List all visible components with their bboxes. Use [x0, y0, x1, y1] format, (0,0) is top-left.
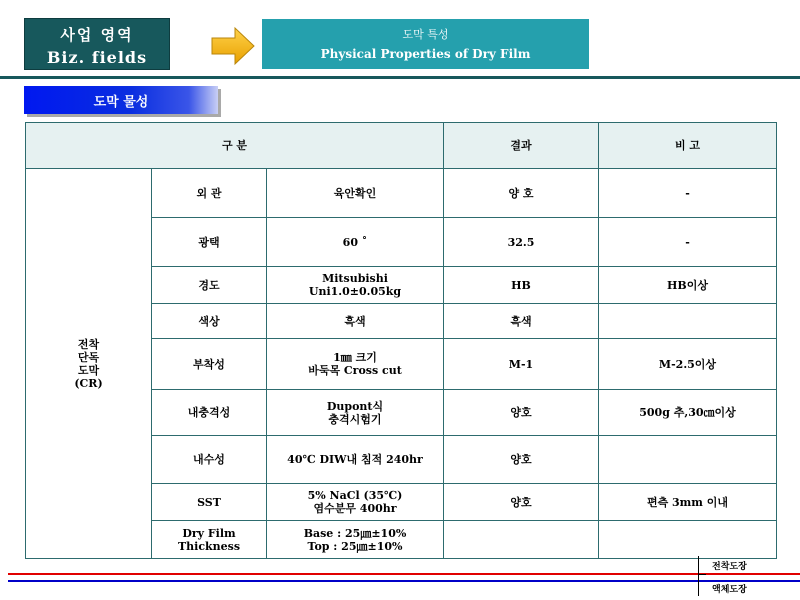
item-cell: 광택	[152, 218, 267, 267]
legend-bracket	[698, 556, 699, 596]
biz-fields-box	[24, 18, 170, 70]
item-cell: 부착성	[152, 339, 267, 390]
remark-cell: 편측 3mm 이내	[599, 484, 777, 521]
item-cell: SST	[152, 484, 267, 521]
condition-cell	[267, 267, 444, 304]
properties-table	[25, 122, 777, 559]
table-header-row	[26, 123, 777, 169]
condition-line: Base : 25㎛±10%	[303, 526, 407, 540]
item-cell: 내수성	[152, 436, 267, 484]
group-label-line: 전착	[77, 337, 100, 351]
header-category: 구 분	[26, 123, 444, 169]
condition-line: Uni1.0±0.05kg	[308, 285, 402, 298]
header-divider	[0, 76, 800, 79]
condition-cell: 60 ˚	[267, 218, 444, 267]
result-cell: 32.5	[444, 218, 599, 267]
legend-red-label: 전착도장	[712, 562, 747, 572]
group-label-line: 도막	[77, 363, 100, 377]
item-cell: 내충격성	[152, 390, 267, 436]
result-cell: 흑색	[444, 304, 599, 339]
condition-line: 충격시험기	[328, 412, 382, 426]
arrow-right-icon	[211, 26, 255, 66]
item-cell	[152, 521, 267, 559]
result-cell: 양호	[444, 436, 599, 484]
biz-fields-ko: 사업 영역	[60, 26, 134, 44]
item-line: Thickness	[177, 539, 241, 553]
condition-cell: 40℃ DIW내 침적 240hr	[267, 436, 444, 484]
remark-cell	[599, 521, 777, 559]
remark-cell: M-2.5이상	[599, 339, 777, 390]
condition-cell	[267, 339, 444, 390]
legend-bracket-tick	[698, 574, 706, 575]
condition-cell	[267, 484, 444, 521]
remark-cell: -	[599, 218, 777, 267]
page-title-box	[262, 19, 589, 69]
section-label: 도막 물성	[24, 86, 218, 114]
result-cell: HB	[444, 267, 599, 304]
header-result: 결과	[444, 123, 599, 169]
condition-cell	[267, 521, 444, 559]
condition-line: 1㎜ 크기	[333, 351, 377, 364]
condition-cell: 흑색	[267, 304, 444, 339]
page-title-en: Physical Properties of Dry Film	[320, 47, 531, 61]
result-cell: M-1	[444, 339, 599, 390]
condition-line: Mitsubishi	[322, 272, 388, 285]
condition-line: Top : 25㎛±10%	[307, 539, 403, 553]
legend-blue-line	[8, 580, 800, 582]
remark-cell: 500g 추,30㎝이상	[599, 390, 777, 436]
condition-cell: 육안확인	[267, 169, 444, 218]
item-cell: 색상	[152, 304, 267, 339]
group-label-line: (CR)	[74, 376, 103, 390]
table-row	[26, 169, 777, 218]
remark-cell	[599, 304, 777, 339]
biz-fields-en: Biz. fields	[46, 48, 148, 67]
condition-line: 5% NaCl (35℃)	[307, 489, 403, 502]
condition-line: 바둑목 Cross cut	[308, 364, 402, 377]
result-cell: 양호	[444, 390, 599, 436]
legend-red-line	[8, 573, 800, 575]
remark-cell: HB이상	[599, 267, 777, 304]
page-title-ko: 도막 특성	[402, 28, 449, 41]
remark-cell: -	[599, 169, 777, 218]
item-cell: 경도	[152, 267, 267, 304]
condition-line: Dupont식	[326, 399, 384, 413]
condition-line: 염수분무 400hr	[313, 502, 397, 515]
legend-blue-label: 액체도장	[712, 585, 747, 595]
result-cell: 양호	[444, 484, 599, 521]
header-remark: 비 고	[599, 123, 777, 169]
result-cell	[444, 521, 599, 559]
group-label-cell	[26, 169, 152, 559]
group-label-line: 단독	[77, 350, 100, 364]
remark-cell	[599, 436, 777, 484]
condition-cell	[267, 390, 444, 436]
item-line: Dry Film	[182, 526, 236, 540]
item-cell: 외 관	[152, 169, 267, 218]
result-cell: 양 호	[444, 169, 599, 218]
